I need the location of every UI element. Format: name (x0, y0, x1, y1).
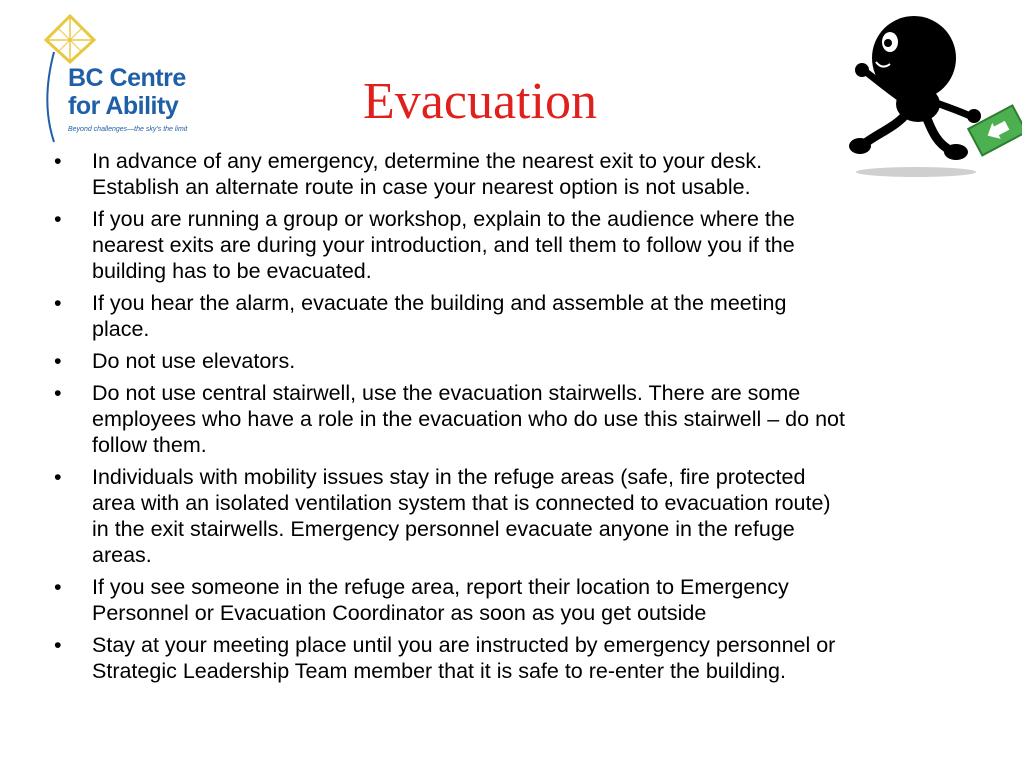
logo-line-2: for Ability (68, 92, 179, 120)
bullet-text-line: place. (92, 317, 150, 341)
bc-centre-logo (40, 12, 220, 147)
bullet-text-line: employees who have a role in the evacuation who do use this stairwell – do not (92, 407, 845, 431)
bullet-text-line: nearest exits are during your introduction, and tell them to follow you if the (92, 233, 795, 257)
bullet-marker: • (54, 575, 62, 599)
bullet-marker: • (54, 291, 62, 315)
bullet-text-line: If you see someone in the refuge area, report their location to Emergency (92, 575, 789, 599)
bullet-text-line: If you are running a group or workshop, explain to the audience where the (92, 207, 795, 231)
bullet-item (54, 206, 974, 284)
page-title: Evacuation (363, 73, 597, 130)
bullet-item (54, 348, 974, 374)
bullet-text-line: Do not use elevators. (92, 349, 296, 373)
bullet-marker: • (54, 633, 62, 657)
bullet-item (54, 290, 974, 342)
bullet-text-line: in the exit stairwells. Emergency personnel evacuate anyone in the refuge (92, 517, 795, 541)
bullet-text-line: areas. (92, 543, 152, 567)
logo-tagline: Beyond challenges—the sky’s the limit (68, 126, 188, 133)
bullet-text-line: building has to be evacuated. (92, 259, 372, 283)
bullet-marker: • (54, 381, 62, 405)
bullet-text-line: follow them. (92, 433, 207, 457)
logo-line-1: BC Centre (68, 64, 186, 92)
bullet-text-line: Stay at your meeting place until you are instructed by emergency personnel or (92, 633, 836, 657)
bullet-text-line: Individuals with mobility issues stay in the refuge areas (safe, fire protected (92, 465, 806, 489)
bullet-item (54, 148, 974, 200)
bullet-text-line: Personnel or Evacuation Coordinator as soon as you get outside (92, 601, 707, 625)
bullet-text-line: Do not use central stairwell, use the evacuation stairwells. There are some (92, 381, 801, 405)
bullet-text-line: If you hear the alarm, evacuate the building and assemble at the meeting (92, 291, 787, 315)
bullet-text-line: area with an isolated ventilation system that is connected to evacuation route) (92, 491, 831, 515)
bullet-list (54, 148, 974, 690)
bullet-marker: • (54, 349, 62, 373)
bullet-item (54, 380, 974, 458)
bullet-marker: • (54, 207, 62, 231)
bullet-text-line: Strategic Leadership Team member that it is safe to re-enter the building. (92, 659, 786, 683)
bullet-item (54, 574, 974, 626)
bullet-marker: • (54, 465, 62, 489)
bullet-item (54, 632, 974, 684)
bullet-text-line: In advance of any emergency, determine the nearest exit to your desk. (92, 149, 763, 173)
bullet-item (54, 464, 974, 568)
bullet-marker: • (54, 149, 62, 173)
bullet-text-line: Establish an alternate route in case your nearest option is not usable. (92, 175, 751, 199)
